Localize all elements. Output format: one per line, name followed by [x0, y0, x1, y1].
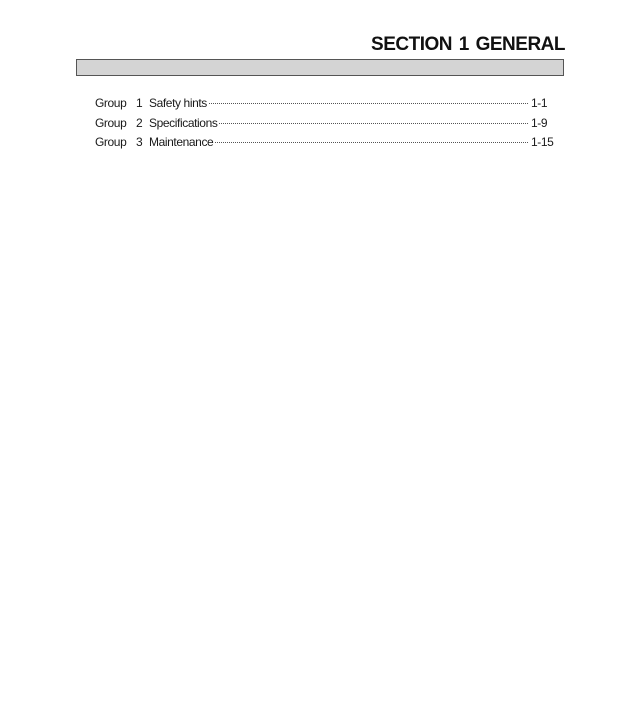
- toc-entry-title: Safety hints: [149, 96, 207, 110]
- toc-entry-title: Specifications: [149, 115, 218, 130]
- section-title-bar: [76, 59, 564, 76]
- toc-page-number: 1-9: [531, 115, 548, 130]
- toc-dot-leader: [219, 123, 528, 124]
- toc-dot-leader: [209, 103, 528, 104]
- toc-dot-leader: [215, 142, 528, 143]
- toc-entry-safety-hints[interactable]: [95, 96, 561, 116]
- toc-entry-title: Maintenance: [149, 135, 214, 149]
- toc-group-number: 3: [136, 135, 143, 149]
- toc-entry-specifications[interactable]: [95, 116, 561, 136]
- toc-group-number: 2: [136, 115, 143, 130]
- toc-page-number: 1-15: [531, 135, 554, 149]
- toc-group-label: Group: [95, 115, 127, 130]
- toc-group-number: 1: [136, 96, 143, 110]
- toc-page-number: 1-1: [531, 96, 548, 110]
- toc-group-label: Group: [95, 135, 127, 149]
- toc-entry-maintenance[interactable]: [95, 135, 561, 155]
- section-title: SECTION 1 GENERAL: [371, 34, 565, 55]
- table-of-contents: [95, 96, 561, 155]
- toc-group-label: Group: [95, 96, 127, 110]
